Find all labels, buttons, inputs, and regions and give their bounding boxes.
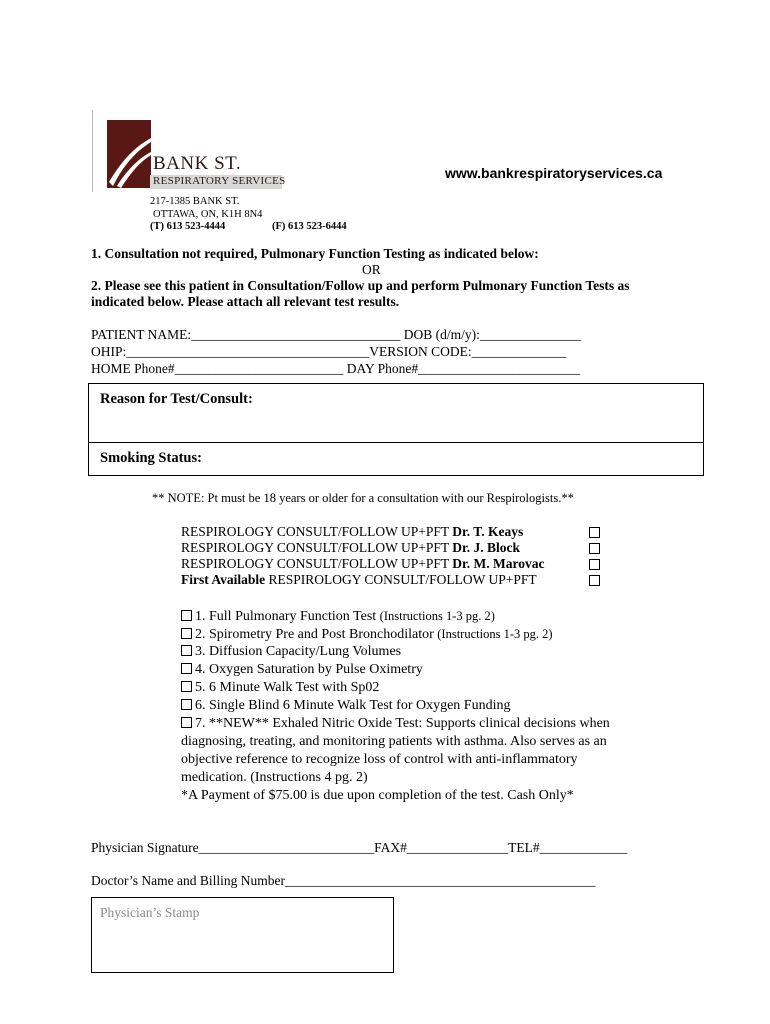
reason-box[interactable]	[88, 383, 704, 443]
fax-number: (F) 613 523-6444	[272, 221, 347, 232]
consult-first-available	[181, 572, 537, 588]
test-1-note: (Instructions 1-3 pg. 2)	[379, 609, 495, 623]
consult-first-available-label: First Available	[181, 572, 266, 587]
consult-marovac	[181, 556, 545, 572]
physician-stamp-box[interactable]	[91, 897, 394, 973]
test-3	[181, 643, 401, 661]
consult-doctor: Dr. M. Marovac	[452, 556, 545, 571]
checkbox-test-5[interactable]	[181, 681, 192, 692]
logo-name: BANK ST.	[153, 153, 242, 174]
payment-note: *A Payment of $75.00 is due upon completion of the test. Cash Only*	[181, 788, 574, 803]
ohip-version-field[interactable]: OHIP:____________________________________VERSION CODE:______________	[91, 344, 567, 359]
test-5-label: 5. 6 Minute Walk Test with Sp02	[195, 680, 380, 695]
checkbox-test-1[interactable]	[181, 610, 192, 621]
checkbox-first-available[interactable]	[589, 575, 600, 586]
checkbox-block[interactable]	[589, 543, 600, 554]
checkbox-test-4[interactable]	[181, 663, 192, 674]
consult-label: RESPIROLOGY CONSULT/FOLLOW UP+PFT	[265, 572, 537, 587]
test-7-line-2: diagnosing, treating, and monitoring patients with asthma. Also serves as an	[181, 734, 607, 749]
test-2-note: (Instructions 1-3 pg. 2)	[437, 627, 553, 641]
checkbox-test-6[interactable]	[181, 699, 192, 710]
patient-name-dob-field[interactable]: PATIENT NAME:_______________________________ DOB (d/m/y):_______________	[91, 327, 582, 342]
physician-signature-line[interactable]: Physician Signature__________________________FAX#_______________TEL#_____________	[91, 840, 628, 855]
test-3-label: 3. Diffusion Capacity/Lung Volumes	[195, 644, 402, 659]
physician-stamp-label: Physician’s Stamp	[100, 905, 200, 920]
test-7-line-3: objective reference to recognize loss of control with anti-inflammatory	[181, 752, 578, 767]
option-2-line-2: indicated below. Please attach all relevant test results.	[91, 294, 400, 309]
logo-divider	[92, 110, 93, 192]
test-4-label: 4. Oxygen Saturation by Pulse Oximetry	[195, 662, 423, 677]
test-2	[181, 625, 553, 644]
consult-label: RESPIROLOGY CONSULT/FOLLOW UP+PFT	[181, 556, 453, 571]
smoking-label: Smoking Status:	[100, 450, 202, 466]
test-7	[181, 715, 610, 733]
age-note: ** NOTE: Pt must be 18 years or older for a consultation with our Respirologists.**	[152, 491, 574, 505]
address-line-2: OTTAWA, ON, K1H 8N4	[153, 209, 263, 220]
reason-label: Reason for Test/Consult:	[100, 391, 253, 407]
consult-doctor: Dr. T. Keays	[452, 524, 524, 539]
option-or: OR	[362, 262, 381, 277]
checkbox-keays[interactable]	[589, 527, 600, 538]
test-6	[181, 697, 510, 715]
consult-doctor: Dr. J. Block	[452, 540, 521, 555]
option-2-line-1: 2. Please see this patient in Consultation/Follow up and perform Pulmonary Function Tests as	[91, 278, 630, 293]
consult-block	[181, 540, 520, 556]
website-link[interactable]: www.bankrespiratoryservices.ca	[445, 165, 663, 181]
test-1-label: 1. Full Pulmonary Function Test	[195, 609, 380, 624]
logo-mark-icon	[107, 120, 151, 188]
address-line-1: 217-1385 BANK ST.	[150, 196, 240, 207]
checkbox-test-2[interactable]	[181, 628, 192, 639]
smoking-box[interactable]	[88, 442, 704, 476]
test-4	[181, 661, 423, 679]
checkbox-test-7[interactable]	[181, 717, 192, 728]
phone-number: (T) 613 523-4444	[150, 221, 226, 232]
test-6-label: 6. Single Blind 6 Minute Walk Test for Oxygen Funding	[195, 698, 511, 713]
doctor-name-billing-line[interactable]: Doctor’s Name and Billing Number______________________________________________	[91, 873, 596, 888]
test-1	[181, 607, 495, 626]
consult-keays	[181, 524, 523, 540]
consult-label: RESPIROLOGY CONSULT/FOLLOW UP+PFT	[181, 540, 453, 555]
test-7-label: 7. **NEW** Exhaled Nitric Oxide Test: Supports clinical decisions when	[195, 716, 610, 731]
checkbox-marovac[interactable]	[589, 559, 600, 570]
consult-label: RESPIROLOGY CONSULT/FOLLOW UP+PFT	[181, 524, 453, 539]
option-1: 1. Consultation not required, Pulmonary Function Testing as indicated below:	[91, 246, 539, 261]
test-5	[181, 679, 379, 697]
test-2-label: 2. Spirometry Pre and Post Bronchodilator	[195, 627, 438, 642]
checkbox-test-3[interactable]	[181, 645, 192, 656]
logo-subtitle: RESPIRATORY SERVICES	[153, 175, 286, 187]
phone-fields[interactable]: HOME Phone#_________________________ DAY Phone#________________________	[91, 361, 581, 376]
test-7-line-4: medication. (Instructions 4 pg. 2)	[181, 770, 368, 785]
